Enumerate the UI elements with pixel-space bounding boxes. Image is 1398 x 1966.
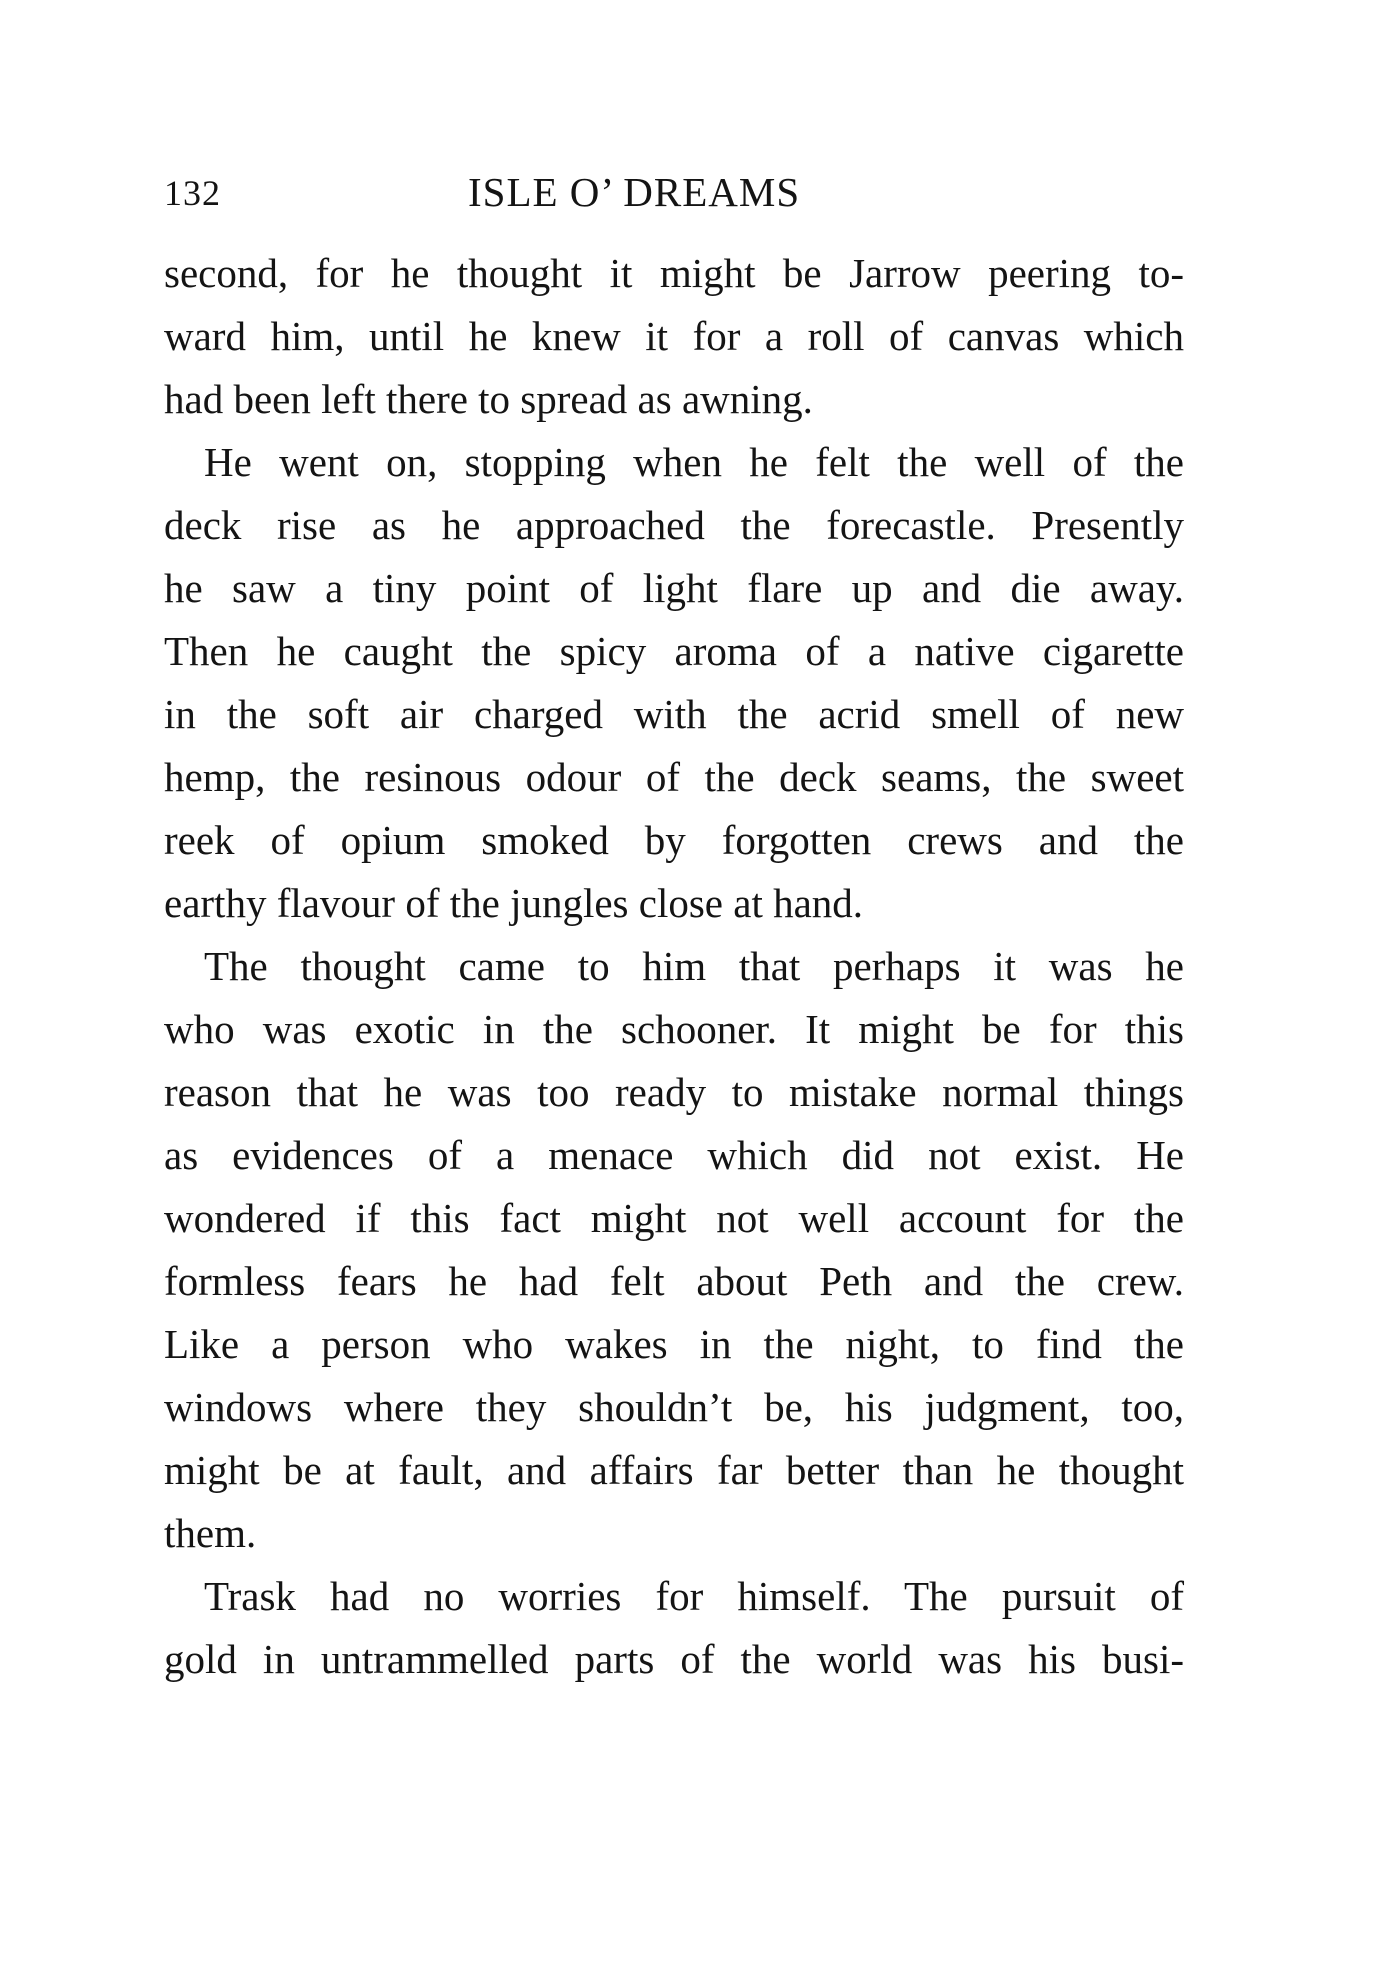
- text-line: second, for he thought it might be Jarrow peering to-: [164, 250, 1184, 296]
- paragraph: [164, 1565, 1184, 1691]
- text-line: as evidences of a menace which did not exist. He: [164, 1132, 1184, 1178]
- paragraph: [164, 431, 1184, 935]
- text-line: might be at fault, and affairs far better than he thought: [164, 1447, 1184, 1493]
- text-line: he saw a tiny point of light flare up and die away.: [164, 565, 1184, 611]
- running-title: ISLE O’ DREAMS: [468, 169, 801, 215]
- paragraph: [164, 935, 1184, 1565]
- text-line: formless fears he had felt about Peth and the crew.: [164, 1258, 1184, 1304]
- text-line: wondered if this fact might not well account for the: [164, 1195, 1184, 1241]
- text-line: hemp, the resinous odour of the deck seams, the sweet: [164, 754, 1184, 800]
- text-line: reek of opium smoked by forgotten crews and the: [164, 817, 1184, 863]
- text-line: Like a person who wakes in the night, to find the: [164, 1321, 1184, 1367]
- text-line: who was exotic in the schooner. It might be for this: [164, 1006, 1184, 1052]
- page-number: 132: [164, 173, 221, 213]
- text-line: He went on, stopping when he felt the well of the: [204, 439, 1184, 485]
- paragraph: [164, 242, 1184, 431]
- text-line: ward him, until he knew it for a roll of canvas which: [164, 313, 1184, 359]
- text-line: Trask had no worries for himself. The pursuit of: [204, 1573, 1184, 1619]
- page-header: [164, 168, 1184, 228]
- text-line: gold in untrammelled parts of the world was his busi-: [164, 1636, 1184, 1682]
- body-text: [164, 242, 1184, 1691]
- text-line: Then he caught the spicy aroma of a native cigarette: [164, 628, 1184, 674]
- text-line: deck rise as he approached the forecastle. Presently: [164, 502, 1184, 548]
- text-line: reason that he was too ready to mistake normal things: [164, 1069, 1184, 1115]
- text-line: in the soft air charged with the acrid smell of new: [164, 691, 1184, 737]
- text-line: had been left there to spread as awning.: [164, 376, 813, 422]
- text-line: The thought came to him that perhaps it was he: [204, 943, 1184, 989]
- text-line: windows where they shouldn’t be, his judgment, too,: [164, 1384, 1184, 1430]
- text-line: them.: [164, 1510, 257, 1556]
- text-line: earthy flavour of the jungles close at hand.: [164, 880, 864, 926]
